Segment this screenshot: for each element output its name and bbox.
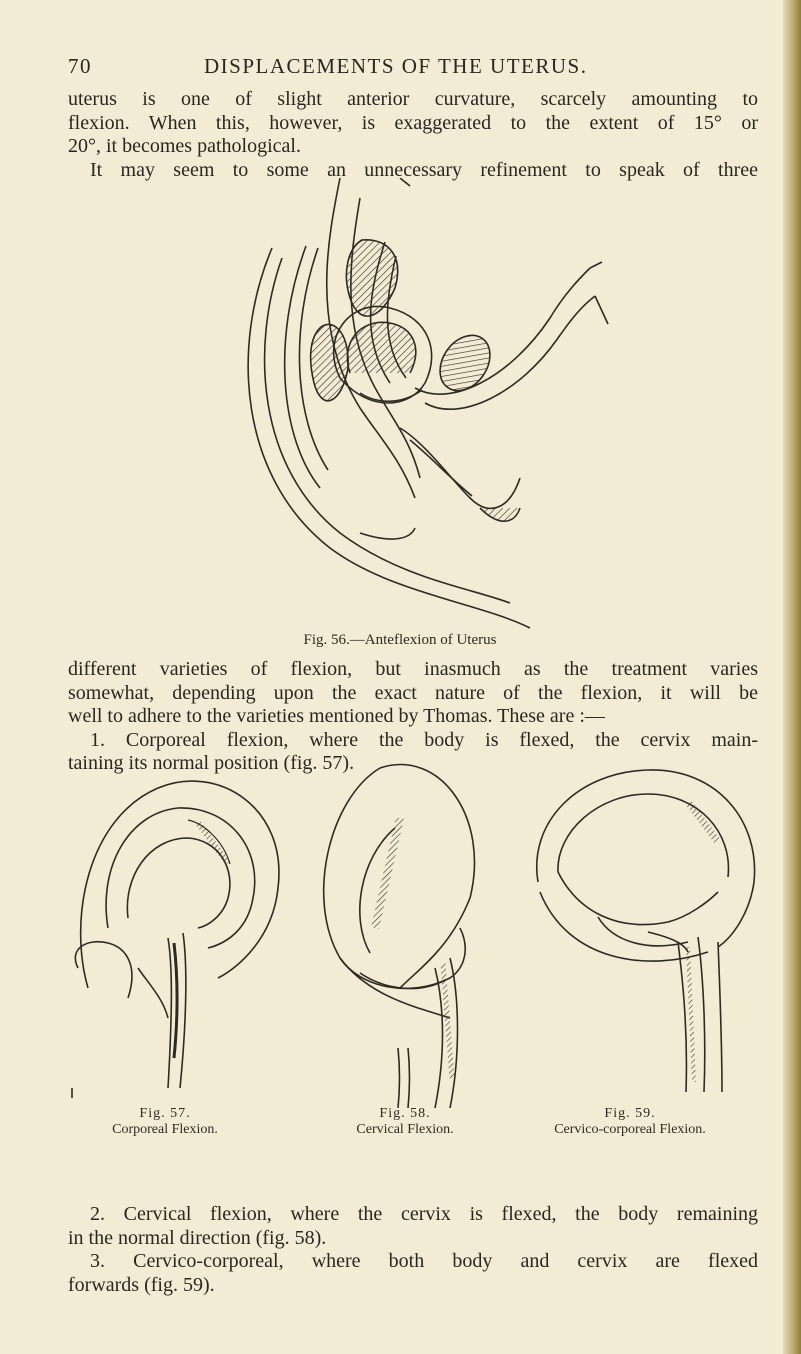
text-line: 2. Cervical flexion, where the cervix is flexed, the body remaining — [90, 1203, 758, 1225]
figure-59-caption — [500, 1106, 760, 1138]
cervix-right-wall — [180, 933, 186, 1088]
ligament-end — [595, 296, 608, 324]
hatched-fundus — [198, 823, 228, 863]
hatched-tissue-upper — [346, 240, 397, 316]
body-outer-right — [380, 765, 474, 988]
arrow-top — [400, 178, 410, 186]
figure-58-title: Cervical Flexion. — [356, 1122, 454, 1137]
body-outer — [537, 770, 755, 947]
figure-59-title: Cervico-corporeal Flexion. — [554, 1122, 706, 1137]
body-cavity-curve — [558, 872, 718, 925]
figure-56-anteflexion-illustration — [210, 178, 610, 638]
cervix-hatched — [480, 508, 520, 521]
text-line: different varieties of flexion, but inasmuch as the treatment varies — [68, 658, 758, 680]
figure-57-number: Fig. 57. — [139, 1106, 191, 1121]
text-line: uterus is one of slight anterior curvature, scarcely amounting to — [68, 88, 758, 110]
ligament-tip — [590, 262, 602, 268]
cervix-left-wall — [168, 938, 171, 1088]
cervix-lip — [138, 968, 168, 1018]
figure-58-cervical-flexion-illustration — [300, 758, 500, 1108]
page-edge — [783, 0, 801, 1354]
figure-58-caption — [300, 1106, 510, 1138]
text-line: 3. Cervico-corporeal, where both body and cervix are flexed — [90, 1250, 758, 1272]
chapter-title: DISPLACEMENTS OF THE UTERUS. — [204, 54, 588, 78]
page-number: 70 — [68, 54, 92, 78]
cervix-canal — [174, 943, 177, 1058]
text-line: taining its normal position (fig. 57). — [68, 752, 355, 774]
figure-57-caption — [60, 1106, 270, 1138]
figure-57-title: Corporeal Flexion. — [112, 1122, 218, 1137]
text-line: forwards (fig. 59). — [68, 1273, 215, 1296]
text-line: flexion. When this, however, is exaggerated to the extent of 15° or — [68, 111, 758, 134]
uterus-cavity-line — [127, 838, 230, 928]
cervix-left — [678, 942, 686, 1092]
text-line: somewhat, depending upon the exact nature of the flexion, it will be — [68, 681, 758, 704]
stem-left — [398, 1048, 400, 1108]
text-line: It may seem to some an unnecessary refinement to speak of three — [90, 158, 758, 181]
hatched-tissue-left — [311, 324, 349, 400]
hatched-fundus — [688, 802, 718, 842]
cervix-right — [450, 958, 458, 1108]
stem-right — [408, 1048, 410, 1108]
cervix-right — [698, 937, 705, 1092]
uterus-body-hatched — [347, 322, 415, 373]
text-line: in the normal direction (fig. 58). — [68, 1226, 327, 1249]
outer-wall-right — [718, 942, 722, 1092]
text-line: 20°, it becomes pathological. — [68, 135, 301, 157]
text-line: well to adhere to the varieties mentioned by Thomas. These are :— — [68, 705, 605, 727]
perineum — [360, 528, 415, 539]
flexion-inner — [598, 917, 688, 946]
ovary — [430, 326, 500, 400]
figure-59-number: Fig. 59. — [604, 1106, 656, 1121]
paragraph-3 — [68, 1203, 758, 1297]
figure-57-corporeal-flexion-illustration — [68, 768, 298, 1098]
running-head — [68, 54, 768, 82]
uterus-inner-wall — [106, 808, 255, 948]
flexion-fold — [540, 892, 708, 961]
body-inner — [558, 794, 729, 877]
figure-58-number: Fig. 58. — [379, 1106, 431, 1121]
cervix-inner — [410, 440, 472, 496]
uterus-outer-wall — [81, 781, 279, 988]
figure-56-caption: Fig. 56.—Anteflexion of Uterus — [303, 632, 497, 648]
figure-59-cervico-corporeal-flexion-illustration — [528, 762, 758, 1102]
paragraph-1 — [68, 88, 758, 182]
text-line: 1. Corporeal flexion, where the body is flexed, the cervix main- — [90, 728, 758, 751]
cervix-lip — [648, 932, 688, 952]
cervix-canal — [688, 947, 694, 1082]
cervix-left — [435, 968, 443, 1108]
cervix-hatched — [443, 963, 452, 1078]
